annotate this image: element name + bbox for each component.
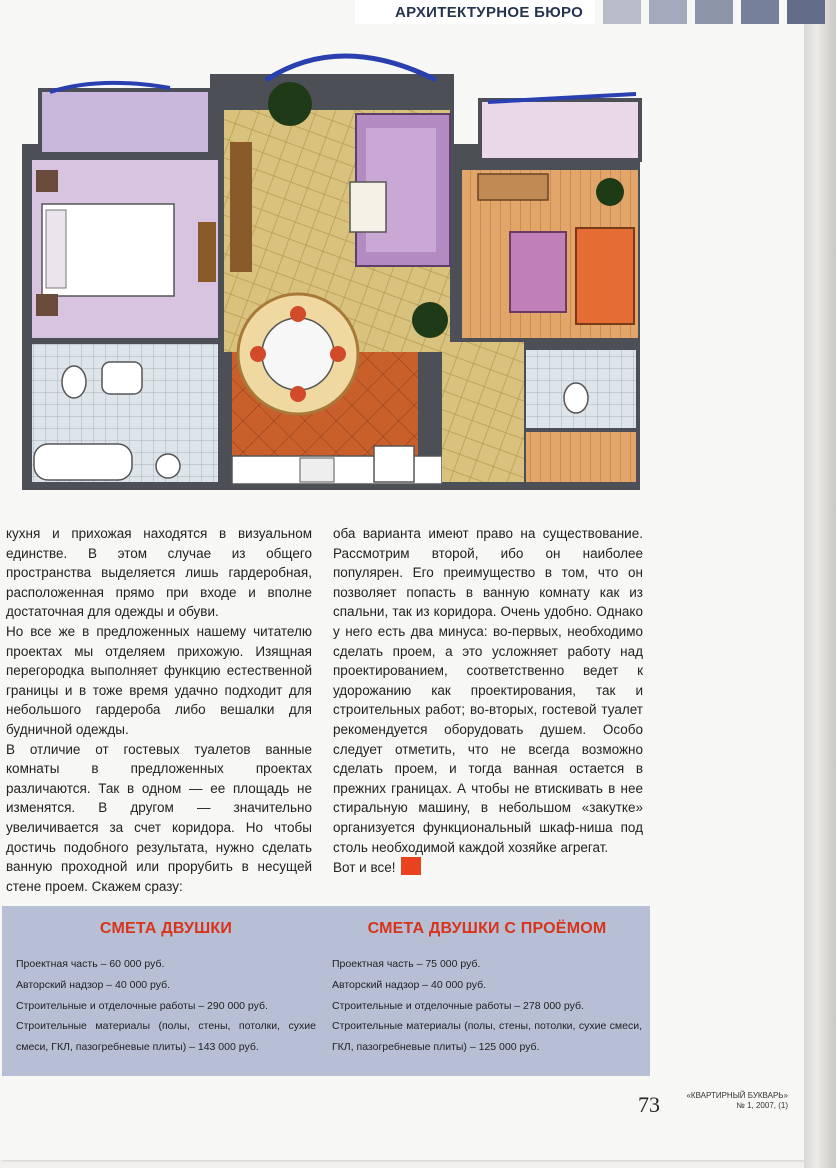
armchair-bed xyxy=(576,228,634,324)
end-mark-icon xyxy=(401,857,421,875)
estimate-title: СМЕТА ДВУШКИ С ПРОЁМОМ xyxy=(367,920,607,937)
coffee-table xyxy=(350,182,386,232)
washing-machine xyxy=(156,454,180,478)
toilet xyxy=(62,366,86,398)
magazine-name: «КВАРТИРНЫЙ БУКВАРЬ» xyxy=(686,1091,788,1100)
page-binding-edge xyxy=(804,0,836,1168)
plant xyxy=(596,178,624,206)
closing-line xyxy=(333,857,643,878)
section-title: АРХИТЕКТУРНОЕ БЮРО xyxy=(355,0,595,24)
toilet xyxy=(564,383,588,413)
paragraph: Но все же в предложенных нашему читателю проектах мы отделяем прихожую. Изящная перегородка выполняет функцию естественной границы и в тоже время удачно подходит для небольшого гардероба либо вешалки для будничной одежды. xyxy=(6,623,312,737)
floor-plan-illustration xyxy=(10,32,650,500)
closing-text: Вот и все! xyxy=(333,860,396,876)
estimate-line: Строительные материалы (полы, стены, потолки, сухие смеси, ГКЛ, пазогребневые плиты) – 125 000 руб. xyxy=(332,1020,642,1054)
balcony-left xyxy=(40,90,210,154)
estimate-left xyxy=(16,920,316,1058)
chair xyxy=(330,346,346,362)
page-number: 73 xyxy=(638,1092,660,1117)
estimate-line: Строительные и отделочные работы – 290 000 руб. xyxy=(16,999,268,1012)
estimate-right xyxy=(332,920,642,1058)
header-color-block xyxy=(787,0,825,24)
estimate-line: Строительные и отделочные работы – 278 000 руб. xyxy=(332,999,584,1012)
paragraph: В отличие от гостевых туалетов ванные комнаты в предложенных проектах различаются. Так в одном — ее площадь не изменятся. В другом — значительно увеличивается за счет коридора. Но чтобы достичь подобного результата, нужно сделать ванную проходной или прорубить в несущей стене проем. Скажем сразу: xyxy=(6,741,312,894)
estimate-title: СМЕТА ДВУШКИ xyxy=(99,920,233,937)
paragraph: кухня и прихожая находятся в визуальном единстве. В этом случае из общего пространства выделяется лишь гардеробная, расположенная прямо при входе и вполне достаточная для одежды и обуви. xyxy=(6,526,312,620)
magazine-issue: № 1, 2007, (1) xyxy=(736,1101,788,1110)
chair xyxy=(290,386,306,402)
magazine-info xyxy=(676,1091,788,1111)
rug xyxy=(510,232,566,312)
desk xyxy=(478,174,548,200)
chair xyxy=(290,306,306,322)
sink xyxy=(102,362,142,394)
kitchen-sink xyxy=(374,446,414,482)
plant xyxy=(268,82,312,126)
header-color-block xyxy=(695,0,733,24)
estimate-line: Авторский надзор – 40 000 руб. xyxy=(332,978,487,991)
estimate-line: Авторский надзор – 40 000 руб. xyxy=(16,978,171,991)
wardrobe xyxy=(198,222,216,282)
article-column-left xyxy=(6,524,312,896)
nightstand xyxy=(36,294,58,316)
plant xyxy=(412,302,448,338)
estimate-line: Строительные материалы (полы, стены, потолки, сухие смеси, ГКЛ, пазогребневые плиты) – 143 000 руб. xyxy=(16,1020,316,1054)
hallway-floor xyxy=(442,342,524,482)
nightstand xyxy=(36,170,58,192)
tv-cabinet xyxy=(230,142,252,272)
balcony-right xyxy=(480,100,640,160)
header-color-block xyxy=(741,0,779,24)
section-header xyxy=(355,0,836,24)
laundry-niche xyxy=(526,432,636,482)
header-color-block xyxy=(649,0,687,24)
stove xyxy=(300,458,334,482)
estimate-box xyxy=(2,906,650,1076)
bed-pillow xyxy=(46,210,66,288)
article-column-right xyxy=(333,524,643,878)
chair xyxy=(250,346,266,362)
paragraph: оба варианта имеют право на существование. Рассмотрим второй, ибо он наиболее популярен. Его преимущество в том, что он позволяет попасть в ванную комнату как из спальни, так из коридора. Очень удобно. Однако у него есть два минуса: во-первых, необходимо сделать проем, а это усложняет работу над проектированием, соответственно ведет к удорожанию как проектирования, так и строительных работ; во-вторых, гостевой туалет рекомендуется оборудовать душем. Особо следует отметить, что не всегда возможно сделать проем, и тогда ванная остается в прежних границах. А чтобы не втискивать в нее стиральную машину, в небольшом «закутке» организуется функциональный шкаф-ниша под столь необходимой каждой хозяйке агрегат. xyxy=(333,526,643,855)
header-color-block xyxy=(603,0,641,24)
dining-table xyxy=(262,318,334,390)
bathtub xyxy=(34,444,132,480)
estimate-line: Проектная часть – 75 000 руб. xyxy=(332,958,481,970)
estimate-line: Проектная часть – 60 000 руб. xyxy=(16,958,165,970)
